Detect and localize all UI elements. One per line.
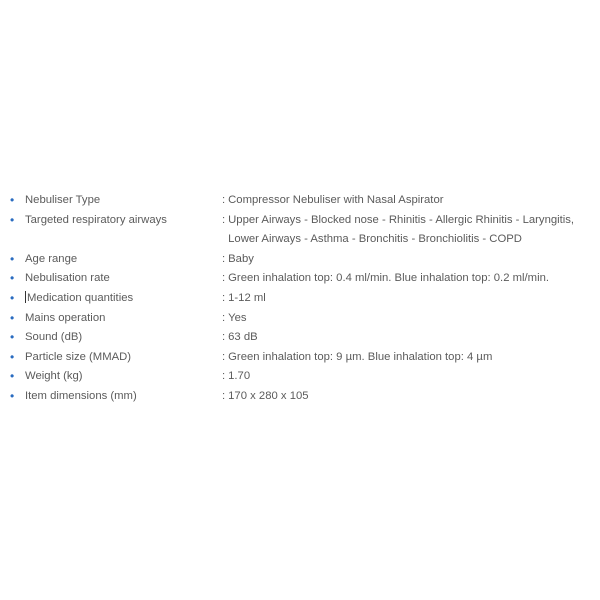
spec-value xyxy=(222,367,595,387)
colon-separator: : xyxy=(222,272,226,285)
bullet-icon: • xyxy=(10,369,15,384)
spec-label xyxy=(25,309,222,329)
spec-row xyxy=(10,191,595,211)
spec-label-text: Item dimensions (mm) xyxy=(25,389,137,402)
spec-value-line: Lower Airways - Asthma - Bronchitis - Bronchiolitis - COPD xyxy=(228,233,522,246)
spec-value xyxy=(222,348,595,368)
spec-label xyxy=(25,211,222,231)
spec-value-text xyxy=(228,191,595,211)
spec-value-line: 1.70 xyxy=(228,370,251,383)
spec-value xyxy=(222,211,595,250)
text-cursor xyxy=(25,291,26,303)
spec-list xyxy=(10,191,595,407)
spec-value-text xyxy=(228,328,595,348)
bullet-icon: • xyxy=(10,251,15,266)
bullet-icon: • xyxy=(10,349,15,364)
colon-separator: : xyxy=(222,311,226,324)
spec-value xyxy=(222,328,595,348)
bullet-icon: • xyxy=(10,271,15,286)
colon-separator: : xyxy=(222,252,226,265)
spec-label-text: Weight (kg) xyxy=(25,370,83,383)
bullet-icon: • xyxy=(10,290,15,305)
colon-separator: : xyxy=(222,370,226,383)
spec-label-text: Nebulisation rate xyxy=(25,272,110,285)
spec-value-text xyxy=(228,250,595,270)
spec-value xyxy=(222,289,595,309)
spec-row xyxy=(10,387,595,407)
spec-row xyxy=(10,250,595,270)
spec-value-line: Yes xyxy=(228,311,247,324)
spec-row xyxy=(10,328,595,348)
spec-value-line: Upper Airways - Blocked nose - Rhinitis - Allergic Rhinitis - Laryngitis, xyxy=(228,213,575,226)
spec-row xyxy=(10,309,595,329)
spec-value-line: 1-12 ml xyxy=(228,291,266,304)
spec-label xyxy=(25,250,222,270)
spec-label xyxy=(25,367,222,387)
spec-value-text xyxy=(228,211,595,250)
spec-value xyxy=(222,250,595,270)
spec-value xyxy=(222,387,595,407)
spec-value xyxy=(222,191,595,211)
colon-separator: : xyxy=(222,350,226,363)
spec-row xyxy=(10,211,595,250)
spec-label-text: Nebuliser Type xyxy=(25,194,101,206)
bullet-icon: • xyxy=(10,388,15,403)
spec-label xyxy=(25,387,222,407)
spec-row xyxy=(10,348,595,368)
bullet-icon: • xyxy=(10,310,15,325)
spec-label-text: Sound (dB) xyxy=(25,331,83,344)
colon-separator: : xyxy=(222,194,226,206)
bullet-icon: • xyxy=(10,212,15,227)
spec-label xyxy=(25,269,222,289)
spec-value-line: 63 dB xyxy=(228,331,258,344)
spec-label-text: Mains operation xyxy=(25,311,106,324)
spec-value-line: Baby xyxy=(228,252,254,265)
spec-value-line: Compressor Nebuliser with Nasal Aspirator xyxy=(228,194,444,206)
spec-value-text xyxy=(228,269,595,289)
spec-value-text xyxy=(228,387,595,407)
spec-value-line: 170 x 280 x 105 xyxy=(228,389,309,402)
spec-value-line: Green inhalation top: 9 µm. Blue inhalation top: 4 µm xyxy=(228,350,493,363)
spec-label xyxy=(25,191,222,211)
colon-separator: : xyxy=(222,389,226,402)
spec-label-text: Targeted respiratory airways xyxy=(25,213,167,226)
spec-row xyxy=(10,289,595,309)
spec-value-line: Green inhalation top: 0.4 ml/min. Blue inhalation top: 0.2 ml/min. xyxy=(228,272,550,285)
spec-label xyxy=(25,289,222,309)
spec-label xyxy=(25,348,222,368)
spec-value-text xyxy=(228,309,595,329)
colon-separator: : xyxy=(222,331,226,344)
colon-separator: : xyxy=(222,213,226,226)
spec-value-text xyxy=(228,348,595,368)
spec-value xyxy=(222,269,595,289)
bullet-icon: • xyxy=(10,193,15,207)
spec-value-text xyxy=(228,367,595,387)
spec-row xyxy=(10,269,595,289)
bullet-icon: • xyxy=(10,330,15,345)
spec-label-text: Age range xyxy=(25,252,78,265)
colon-separator: : xyxy=(222,291,226,304)
spec-row xyxy=(10,367,595,387)
spec-value-text xyxy=(228,289,595,309)
spec-label xyxy=(25,328,222,348)
spec-label-text: Particle size (MMAD) xyxy=(25,350,132,363)
spec-value xyxy=(222,309,595,329)
spec-label-text: Medication quantities xyxy=(27,291,134,304)
